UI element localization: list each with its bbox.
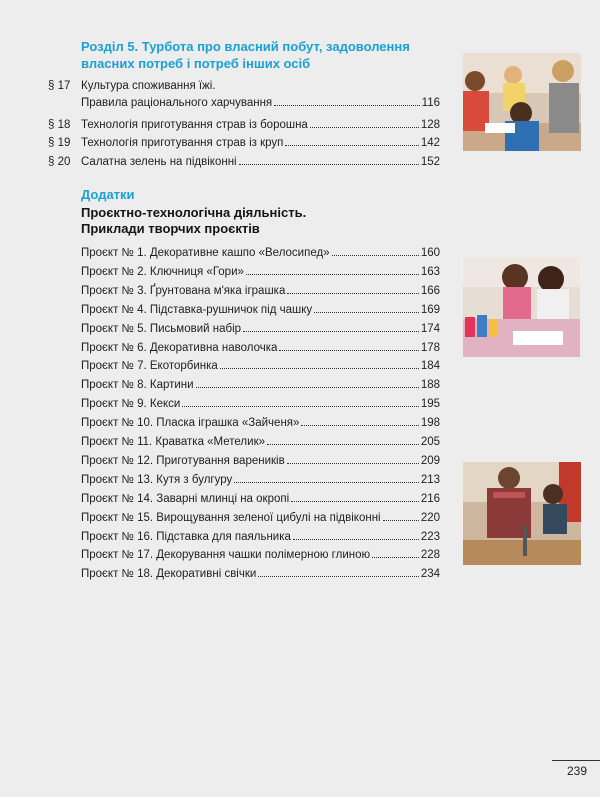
book-page: Розділ 5. Турбота про власний побут, задоволення власних потреб і потреб інших осіб Культура споживання їжі. Правила раціонального харчування 116 § 17 § 18 Технологія приготування страв із борошна 128 § 19 Технологія приготування страв із круп 142 § 20 Салатна зелень на підвіконні 152 Додатки Проєктно-технологічна діяльність. Приклади творчих проєктів Проєкт № 1. Декоративне кашпо «Велосипед» 160 Проєкт № 2. Ключниця «Гори» 163 Проєкт № 3. Ґрунтована м'яка іграшка 166 Проєкт № 4. Підставка-рушничок під чашку 169 Проєкт № 5. Письмовий набір 174 Проєкт № 6. Декоративна наволочка 178 Проєкт № 7. Екоторбинка 184 Проєкт № 8. Картини 188 Проєкт № 9. Кекси 195 Проєкт № 10. Пласка іграшка «Зайченя» 198 Проєкт № 11. Краватка «Метелик» 205 Проєкт № 12. Приготування вареників 209 Проєкт № 13. Кутя з булгуру 213 Проєкт № 14. Заварні млинці на окропі 216 Проєкт № 15. Вирощування зеленої цибулі на підвіконні 220 Проєкт № 16. Підставка для паяльника 223 Проєкт № 17. Декорування чашки полімерною глиною 228 Проєкт № 18. Декоративні свічки 234 239 — [0, 0, 600, 797]
page-number: 239 — [567, 764, 588, 778]
leader-dots — [314, 311, 419, 313]
project-title: Проєкт № 1. Декоративне кашпо «Велосипед» — [81, 247, 330, 259]
leader-dots — [239, 163, 419, 165]
project-page: 195 — [420, 398, 440, 411]
appendix-title: Додатки — [81, 187, 135, 202]
project-title: Проєкт № 3. Ґрунтована м'яка іграшка — [81, 284, 286, 297]
project-title: Проєкт № 8. Картини — [81, 379, 194, 392]
project-page: 188 — [420, 379, 440, 392]
leader-dots — [287, 292, 418, 294]
leader-dots — [182, 405, 419, 407]
appendix-subtitle-1: Проєктно-технологічна діяльність. — [81, 205, 307, 220]
project-title: Проєкт № 2. Ключниця «Гори» — [81, 265, 244, 278]
leader-dots — [383, 519, 419, 521]
project-title: Проєкт № 12. Приготування вареників — [81, 454, 285, 467]
project-row[interactable] — [81, 322, 440, 337]
project-page: 166 — [420, 284, 440, 297]
project-row[interactable] — [81, 284, 440, 299]
project-page: 160 — [420, 247, 440, 259]
leader-dots — [291, 500, 419, 502]
leader-dots — [332, 254, 419, 256]
project-row[interactable] — [81, 567, 440, 582]
leader-dots — [196, 386, 419, 388]
project-page: 213 — [420, 473, 440, 486]
project-title: Проєкт № 9. Кекси — [81, 398, 181, 411]
photo-girls-sewing — [463, 257, 580, 357]
project-row[interactable] — [81, 435, 440, 450]
project-row[interactable] — [81, 492, 440, 507]
leader-dots — [285, 144, 418, 146]
project-row[interactable] — [81, 454, 440, 469]
project-title: Проєкт № 18. Декоративні свічки — [81, 568, 257, 581]
leader-dots — [267, 443, 419, 445]
project-page: 163 — [420, 265, 440, 278]
leader-dots — [246, 273, 419, 275]
project-page: 198 — [420, 417, 440, 430]
project-row[interactable] — [81, 548, 440, 563]
leader-dots — [293, 538, 419, 540]
project-title: Проєкт № 13. Кутя з булгуру — [81, 473, 233, 486]
project-title: Проєкт № 10. Пласка іграшка «Зайченя» — [81, 417, 300, 430]
project-page: 228 — [420, 549, 440, 562]
project-page: 220 — [420, 511, 440, 524]
photo-kids-with-teacher-image — [463, 53, 581, 151]
project-title: Проєкт № 16. Підставка для паяльника — [81, 530, 291, 543]
project-title: Проєкт № 17. Декорування чашки полімерною глиною — [81, 549, 371, 562]
project-row[interactable] — [81, 397, 440, 412]
project-title: Проєкт № 6. Декоративна наволочка — [81, 341, 278, 354]
project-row[interactable] — [81, 378, 440, 393]
photo-woodwork — [463, 462, 581, 565]
project-row[interactable] — [81, 530, 440, 545]
page-number-rule — [552, 760, 600, 761]
project-page: 169 — [420, 303, 440, 316]
project-title: Проєкт № 5. Письмовий набір — [81, 322, 242, 335]
leader-dots — [220, 367, 419, 369]
project-page: 234 — [420, 568, 440, 581]
leader-dots — [234, 481, 419, 483]
leader-dots — [279, 349, 418, 351]
project-page: 216 — [420, 492, 440, 505]
project-row[interactable] — [81, 265, 440, 280]
project-title: Проєкт № 11. Краватка «Метелик» — [81, 436, 265, 448]
section-title: Розділ 5. Турбота про власний побут, задоволення власних потреб і потреб інших осіб — [81, 39, 410, 71]
photo-girls-sewing-image — [463, 257, 580, 357]
project-page: 178 — [420, 341, 440, 354]
photo-woodwork-image — [463, 462, 581, 565]
project-page: 184 — [420, 360, 440, 373]
project-page: 174 — [420, 322, 440, 335]
project-title: Проєкт № 4. Підставка-рушничок під чашку — [81, 303, 313, 316]
project-row[interactable] — [81, 416, 440, 431]
project-row[interactable] — [81, 511, 440, 526]
project-title: Проєкт № 15. Вирощування зеленої цибулі на підвіконні — [81, 511, 381, 524]
leader-dots — [243, 330, 419, 332]
project-title: Проєкт № 14. Заварні млинці на окропі — [81, 492, 290, 505]
project-row[interactable] — [81, 341, 440, 356]
project-title: Проєкт № 7. Екоторбинка — [81, 360, 218, 373]
appendix-subtitle-2: Приклади творчих проєктів — [81, 221, 260, 236]
leader-dots — [301, 424, 418, 426]
project-page: 223 — [420, 530, 440, 543]
project-page: 205 — [420, 436, 440, 448]
photo-kids-with-teacher — [463, 53, 581, 151]
leader-dots — [274, 104, 420, 106]
leader-dots — [310, 126, 419, 128]
leader-dots — [287, 462, 419, 464]
project-page: 209 — [420, 454, 440, 467]
project-row[interactable] — [81, 473, 440, 488]
leader-dots — [258, 575, 419, 577]
project-row[interactable] — [81, 303, 440, 318]
project-row[interactable] — [81, 359, 440, 374]
leader-dots — [372, 556, 419, 558]
project-row[interactable] — [81, 246, 440, 261]
